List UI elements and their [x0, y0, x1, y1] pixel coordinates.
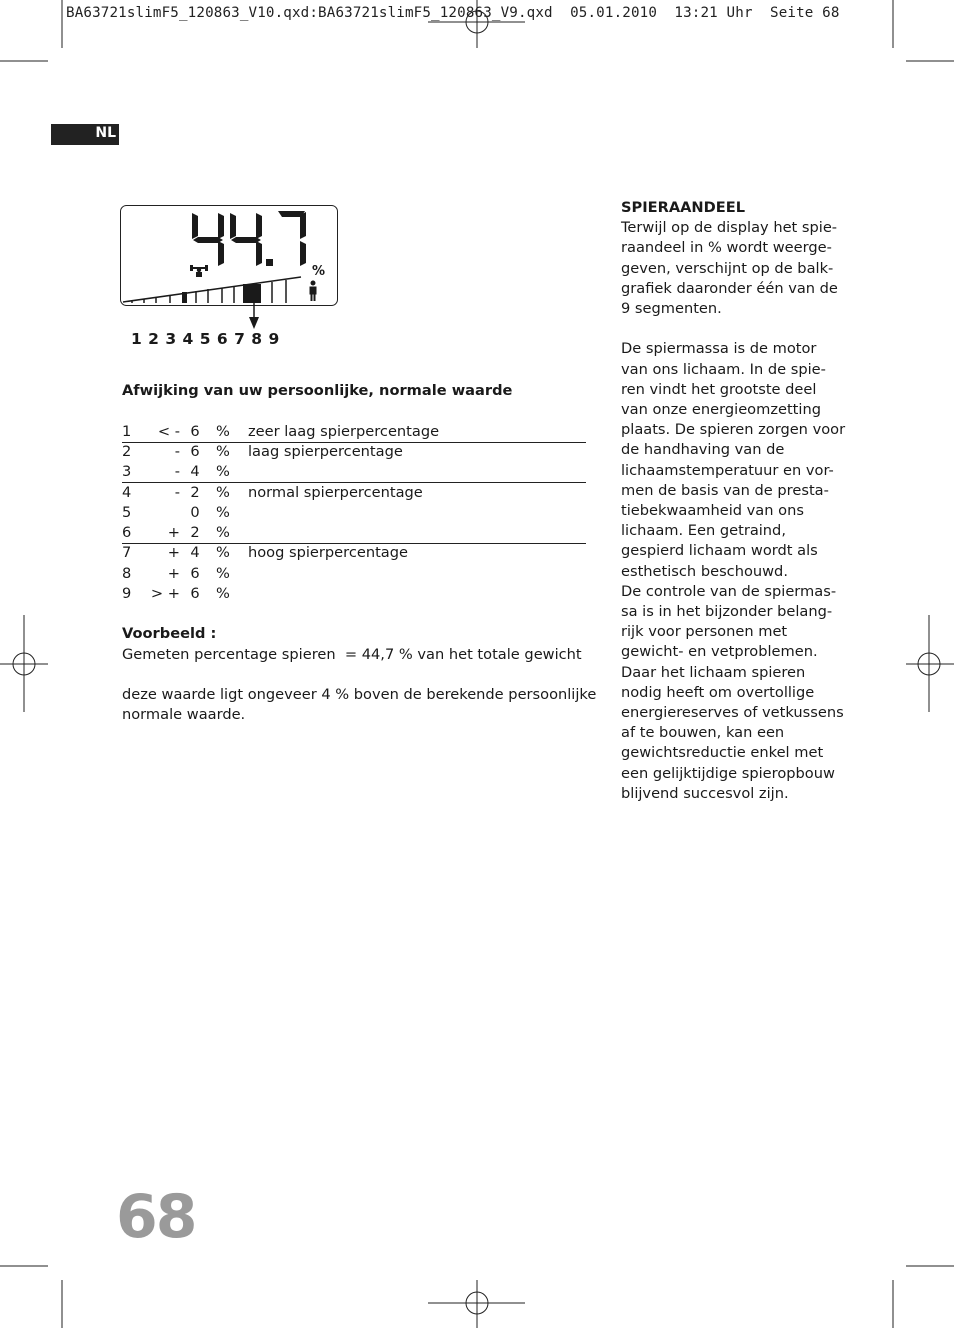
sidebar-line: gespierd lichaam wordt als — [621, 542, 818, 560]
sidebar-line: Daar het lichaam spieren — [621, 663, 806, 681]
sidebar-line: geven, verschijnt op de balk- — [621, 259, 834, 277]
table-row: 7 + 4 % hoog spierpercentage — [122, 544, 408, 561]
sidebar-line: esthetisch beschouwd. — [621, 562, 788, 580]
sidebar-line: raandeel in % wordt weerge- — [621, 239, 832, 257]
sidebar-line: Terwijl op de display het spie- — [621, 219, 838, 237]
table-row: 4 - 2 % normal spierpercentage — [122, 484, 423, 501]
example-conclusion-line1: deze waarde ligt ongeveer 4 % boven de berekende persoonlijke — [122, 686, 597, 703]
table-row: 9 > + 6 % — [122, 585, 230, 602]
language-tab — [51, 124, 119, 145]
sidebar-line: nodig heeft om overtollige — [621, 683, 815, 701]
example-conclusion-line2: normale waarde. — [122, 706, 246, 723]
table-row: 6 + 2 % — [122, 524, 230, 541]
segment-bar-graph — [123, 277, 301, 303]
sidebar-line: van ons lichaam. In de spie- — [621, 360, 826, 378]
sidebar-line: energiereserves of vetkussens — [621, 704, 844, 722]
sidebar-body — [621, 218, 851, 804]
segment-numbers: 1 2 3 4 5 6 7 8 9 — [131, 330, 280, 348]
table-row: 3 - 4 % — [122, 463, 230, 480]
table-row: 1 < - 6 % zeer laag spierpercentage — [122, 423, 440, 440]
sidebar-line — [621, 319, 851, 339]
deviation-heading: Afwijking van uw persoonlijke, normale waarde — [122, 382, 513, 399]
page-number: 68 — [116, 1182, 196, 1252]
sidebar-line: rijk voor personen met — [621, 623, 788, 641]
person-icon — [310, 281, 317, 302]
print-slug-header: BA63721slimF5_120863_V10.qxd:BA63721slimF5_120863_V9.qxd 05.01.2010 13:21 Uhr Seite 68 — [66, 5, 840, 21]
sidebar-line: De spiermassa is de motor — [621, 340, 817, 358]
scale-display-illustration — [118, 203, 342, 333]
table-row: 2 - 6 % laag spierpercentage — [122, 443, 403, 460]
language-tab-label: NL — [95, 125, 116, 141]
sidebar-line: gewichtsreductie enkel met — [621, 744, 824, 762]
sidebar-text — [621, 198, 851, 804]
example-heading: Voorbeeld : — [122, 625, 217, 642]
muscle-icon — [190, 265, 208, 277]
sidebar-line: van onze energieomzetting — [621, 401, 821, 419]
table-row: 8 + 6 % — [122, 565, 230, 582]
sidebar-line: grafiek daaronder één van de — [621, 279, 838, 297]
display-digits — [192, 211, 306, 266]
sidebar-line: blijvend succesvol zijn. — [621, 784, 789, 802]
sidebar-line: plaats. De spieren zorgen voor — [621, 421, 846, 439]
sidebar-line: men de basis van de presta- — [621, 481, 829, 499]
sidebar-line: ren vindt het grootste deel — [621, 380, 817, 398]
sidebar-line: een gelijktijdige spieropbouw — [621, 764, 835, 782]
sidebar-line: af te bouwen, kan een — [621, 724, 785, 742]
sidebar-line: tiebekwaamheid van ons — [621, 502, 804, 520]
sidebar-line: gewicht- en vetproblemen. — [621, 643, 818, 661]
sidebar-line: 9 segmenten. — [621, 300, 722, 318]
active-segment — [243, 284, 261, 303]
example-line: Gemeten percentage spieren = 44,7 % van het totale gewicht — [122, 646, 582, 663]
sidebar-line: de handhaving van de — [621, 441, 785, 459]
sidebar-line: De controle van de spiermas- — [621, 582, 837, 600]
display-unit: % — [312, 264, 326, 279]
sidebar-line: lichaamstemperatuur en vor- — [621, 461, 834, 479]
sidebar-line: lichaam. Een getraind, — [621, 522, 786, 540]
table-row: 5 0 % — [122, 504, 230, 521]
sidebar-heading: SPIERAANDEEL — [621, 199, 745, 216]
sidebar-line: sa is in het bijzonder belang- — [621, 603, 833, 621]
